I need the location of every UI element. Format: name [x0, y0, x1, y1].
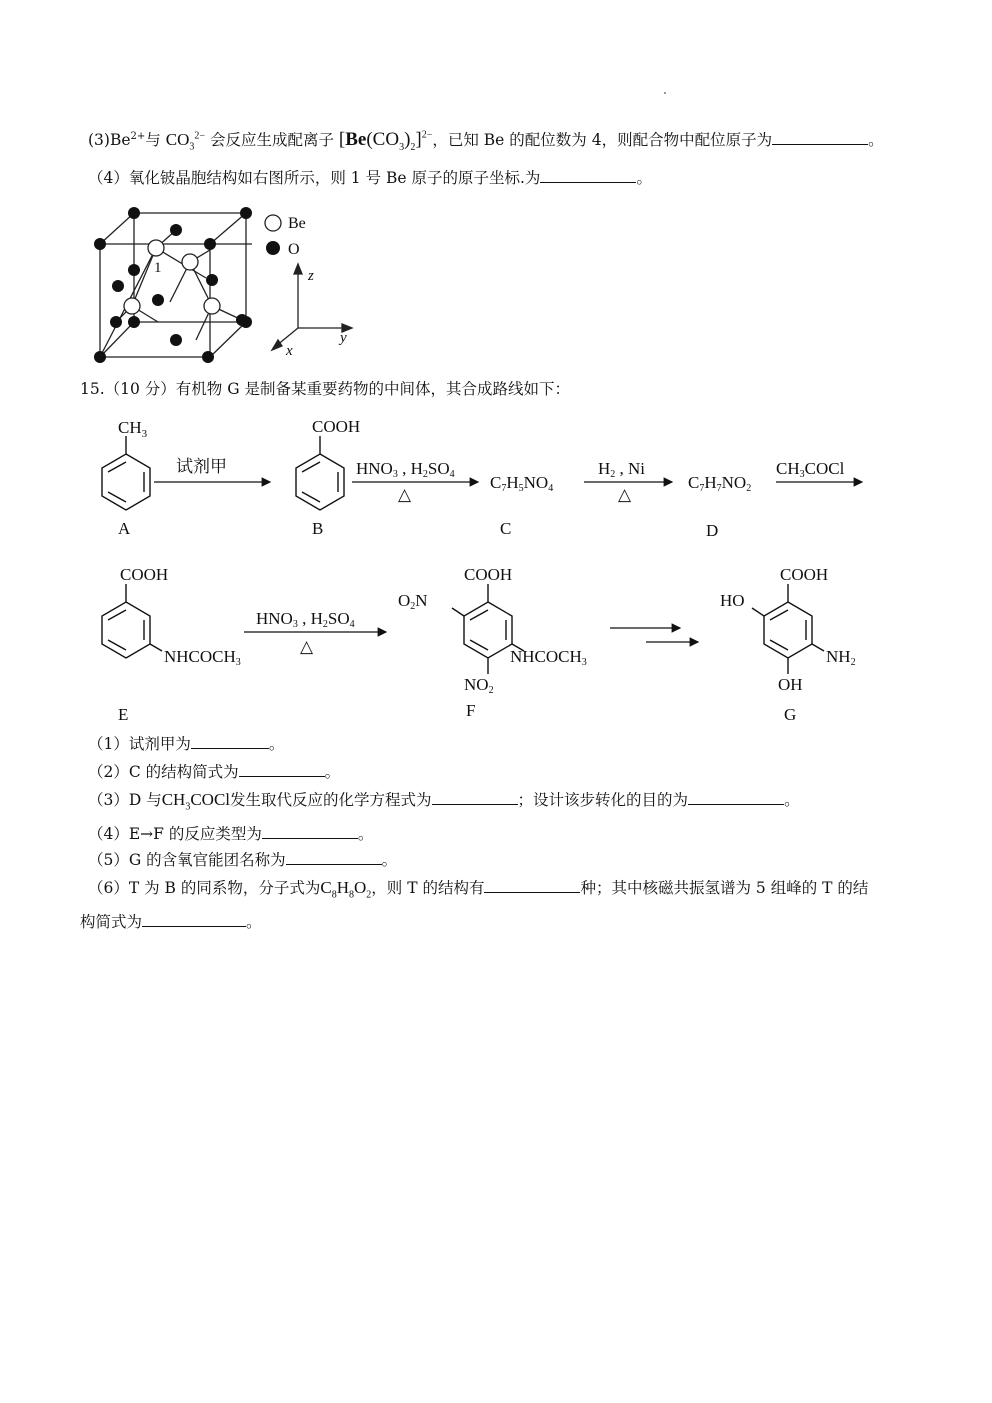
compound-a [102, 436, 150, 510]
complex-ion: $[Be(CO_3)_2]^{2-}$ [338, 129, 433, 153]
svg-text:COOH: COOH [464, 565, 513, 584]
q15-heading: 15.（10 分）有机物 G 是制备某重要药物的中间体，其合成路线如下： [80, 380, 571, 398]
compound-e [102, 584, 162, 658]
svg-text:NHCOCH3: NHCOCH3 [164, 647, 241, 668]
label-c: C [500, 519, 512, 538]
axis-y-label: y [340, 330, 347, 346]
q15-sub5: （5）G 的含氧官能团名称为 。 [88, 848, 397, 871]
svg-text:COOH: COOH [780, 565, 829, 584]
synthesis-scheme [80, 408, 880, 728]
answer-blank[interactable] [432, 788, 518, 805]
q14-part3: $(3)Be^{2+}$与 $CO_3^{2-}$ 会反应生成配离子 $[Be(CO_3)_2]^{2-}$，已知 Be 的配位数为 4，则配合物中配位原子为 。 [88, 129, 884, 153]
q15-sub2: （2）C 的结构简式为 。 [88, 760, 340, 783]
label-g: G [784, 705, 797, 724]
label-f: F [466, 701, 476, 720]
answer-blank[interactable] [688, 788, 784, 805]
svg-text:NHCOCH3: NHCOCH3 [510, 647, 587, 668]
answer-blank[interactable] [142, 910, 246, 927]
q14-part4: （4）氧化铍晶胞结构如右图所示，则 1 号 Be 原子的原子坐标.为 。 [88, 166, 652, 189]
beo-unit-cell-figure [88, 200, 368, 370]
q14-p3-prefix: (3)Be [88, 131, 131, 149]
q14-p3-t1: 与 [145, 131, 161, 149]
label-d: D [706, 521, 719, 540]
reagent-1: 试剂甲 [176, 457, 227, 476]
atom-label-1: 1 [154, 260, 162, 276]
answer-blank[interactable] [772, 128, 868, 145]
be-charge: 2+ [130, 130, 146, 142]
svg-text:OH: OH [778, 675, 803, 694]
svg-text:H2 , Ni: H2 , Ni [598, 459, 646, 480]
formula-d: C7H7NO2 [688, 473, 752, 494]
svg-text:HO: HO [720, 591, 745, 610]
svg-text:△: △ [300, 637, 314, 656]
legend-be: Be [288, 215, 306, 232]
label-a: A [118, 519, 131, 538]
svg-text:HNO3 , H2SO4: HNO3 , H2SO4 [356, 459, 455, 480]
svg-text:△: △ [398, 485, 412, 504]
answer-blank[interactable] [484, 876, 580, 893]
q14-p3-t2: 会反应生成配离子 [209, 131, 334, 149]
answer-blank[interactable] [540, 166, 636, 183]
q14-p4-text: （4）氧化铍晶胞结构如右图所示，则 1 号 Be 原子的原子坐标.为 [88, 169, 541, 187]
svg-text:NO2: NO2 [464, 675, 494, 696]
compound-b [296, 436, 344, 510]
answer-blank[interactable] [286, 848, 382, 865]
svg-text:NH2: NH2 [826, 647, 856, 668]
carbonate-ion: $CO_3^{2-}$ [165, 130, 205, 153]
answer-blank[interactable] [262, 822, 358, 839]
q15-sub6: （6）T 为 B 的同系物，分子式为$C_8H_8O_2$，则 T 的结构有 种；其中核磁共振氢谱为 5 组峰的 T 的结 [88, 878, 869, 901]
svg-text:O2N: O2N [398, 591, 428, 612]
svg-text:CH3: $CH_3$ [118, 418, 148, 440]
label-b: B [312, 519, 324, 538]
q14-p3-t3: ，已知 Be 的配位数为 4，则配合物中配位原子为 [432, 131, 773, 149]
answer-blank[interactable] [239, 760, 325, 777]
svg-text:COOH: COOH [120, 565, 169, 584]
svg-text:COOH: COOH [312, 417, 361, 436]
q15-sub6-cont: 构简式为 。 [80, 910, 262, 933]
svg-text:△: △ [618, 485, 632, 504]
axis-z-label: z [308, 268, 314, 284]
answer-blank[interactable] [191, 732, 269, 749]
scan-speck [664, 92, 666, 94]
svg-text:CH3COCl: CH3COCl [776, 459, 845, 480]
q15-sub4: （4）E→F 的反应类型为 。 [88, 822, 373, 845]
label-e: E [118, 705, 129, 724]
axis-x-label: x [286, 343, 293, 359]
q15-sub3: （3）D 与$CH_3COCl$发生取代反应的化学方程式为 ；设计该步转化的目的为 。 [88, 790, 800, 813]
svg-text:HNO3 , H2SO4: HNO3 , H2SO4 [256, 609, 355, 630]
formula-c: C7H5NO4 [490, 473, 554, 494]
legend-o: O [288, 241, 300, 258]
compound-g [752, 584, 824, 674]
q15-sub1: （1）试剂甲为 。 [88, 732, 284, 755]
